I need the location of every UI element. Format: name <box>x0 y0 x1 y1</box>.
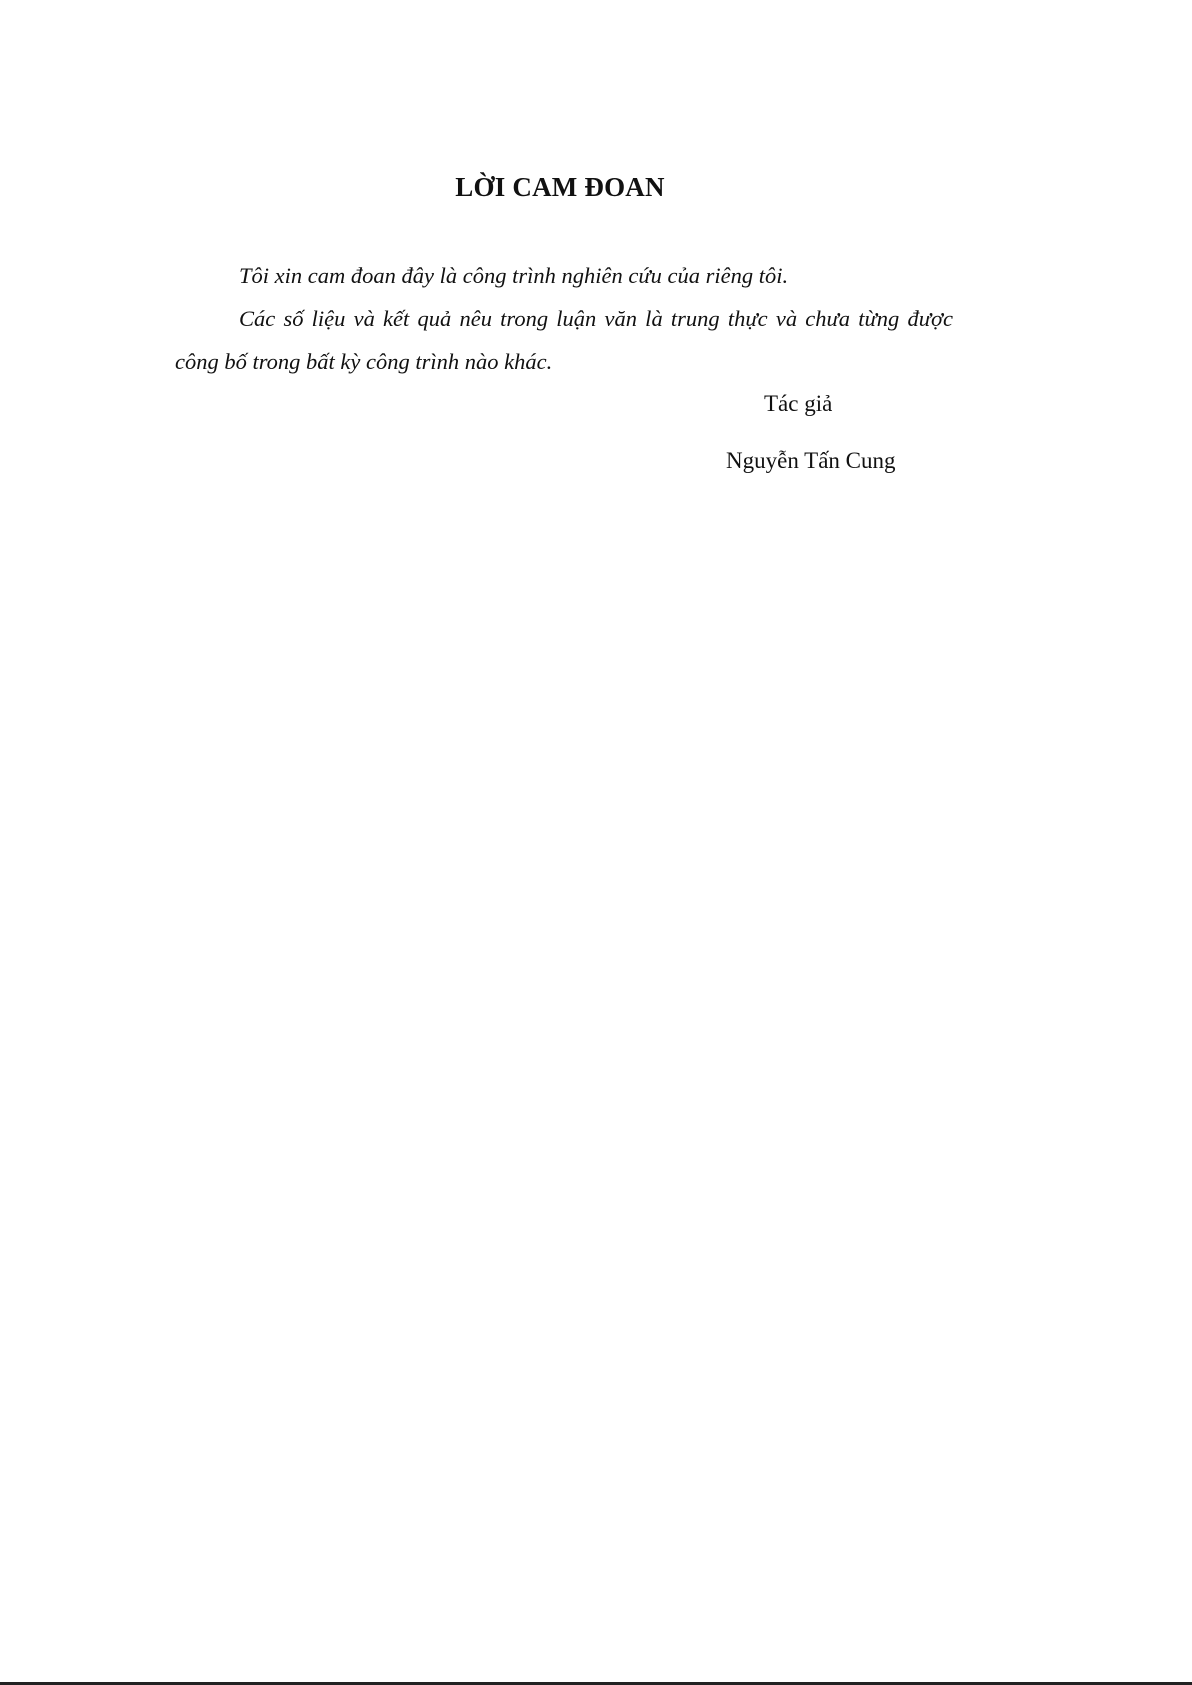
page-title: LỜI CAM ĐOAN <box>455 172 665 202</box>
signature-role: Tác giả <box>764 391 833 416</box>
declaration-paragraph-1: Tôi xin cam đoan đây là công trình nghiên cứu của riêng tôi. <box>239 262 789 288</box>
declaration-paragraph-2: Các số liệu và kết quả nêu trong luận văn là trung thực và chưa từng được công bố trong bất kỳ công trình nào khác. <box>175 305 953 374</box>
author-name: Nguyễn Tấn Cung <box>726 448 896 473</box>
